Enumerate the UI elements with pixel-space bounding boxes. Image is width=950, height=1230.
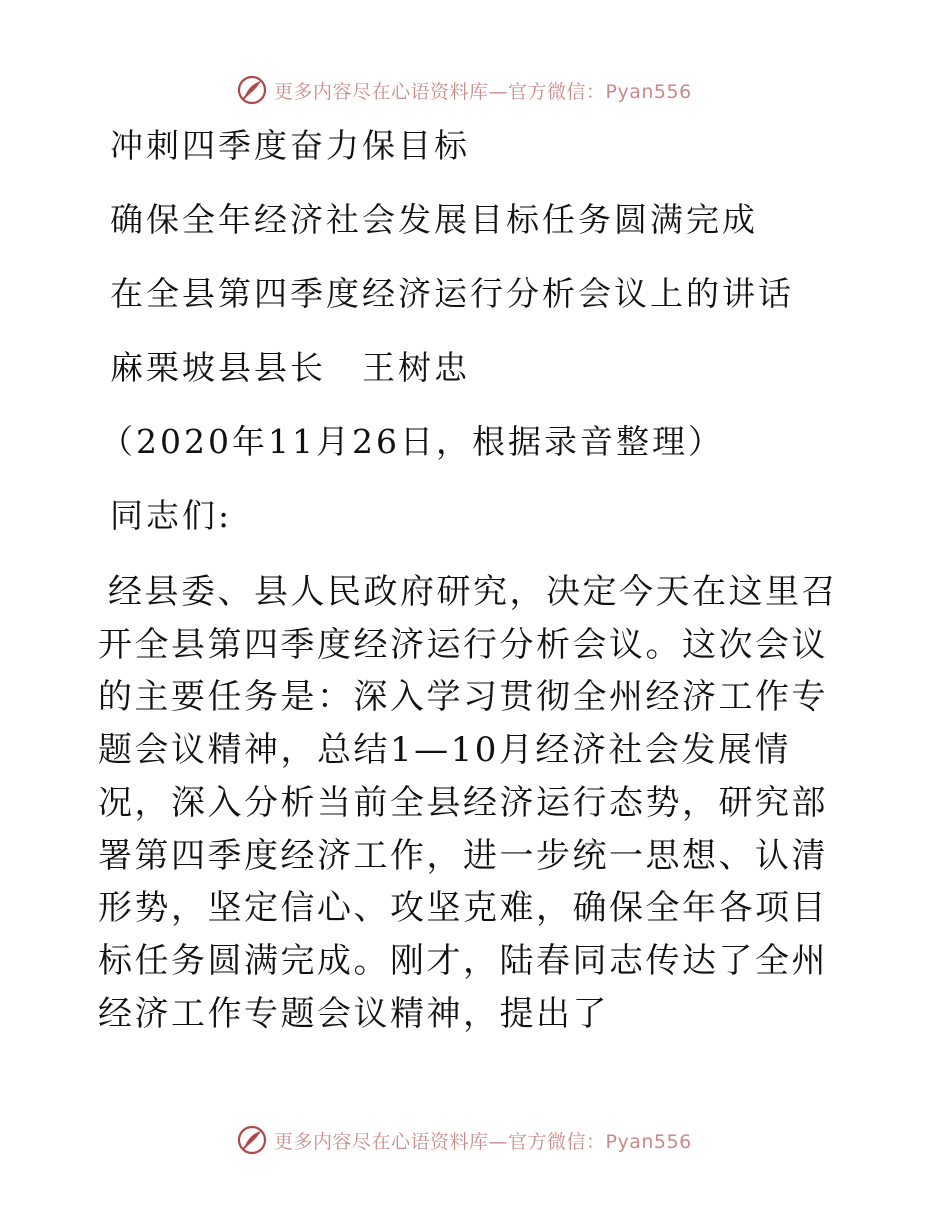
header-watermark	[236, 72, 692, 108]
pen-logo-icon	[236, 74, 268, 106]
pen-logo-icon	[236, 1124, 268, 1156]
salutation: 同志们:	[110, 496, 233, 535]
date-note: （2020年11月26日，根据录音整理）	[100, 422, 724, 461]
document-subtitle: 确保全年经济社会发展目标任务圆满完成	[110, 200, 758, 239]
speaker-line: 麻栗坡县县长 王树忠	[110, 348, 470, 387]
watermark-text: 更多内容尽在心语资料库—官方微信：Pyan556	[274, 80, 692, 103]
body-paragraph: 经县委、县人民政府研究，决定今天在这里召开全县第四季度经济运行分析会议。这次会议的主要任务是：深入学习贯彻全州经济工作专题会议精神，总结1—10月经济社会发展情况，深入分析当前全县经济运行态势，研究部署第四季度经济工作，进一步统一思想、认清形势，坚定信心、攻坚克难，确保全年各项目标任务圆满完成。刚才，陆春同志传达了全州经济工作专题会议精神，提出了	[98, 572, 838, 1034]
speech-occasion: 在全县第四季度经济运行分析会议上的讲话	[110, 274, 794, 313]
document-title: 冲刺四季度奋力保目标	[110, 126, 470, 165]
footer-watermark	[236, 1122, 692, 1158]
watermark-text: 更多内容尽在心语资料库—官方微信：Pyan556	[274, 1130, 692, 1153]
